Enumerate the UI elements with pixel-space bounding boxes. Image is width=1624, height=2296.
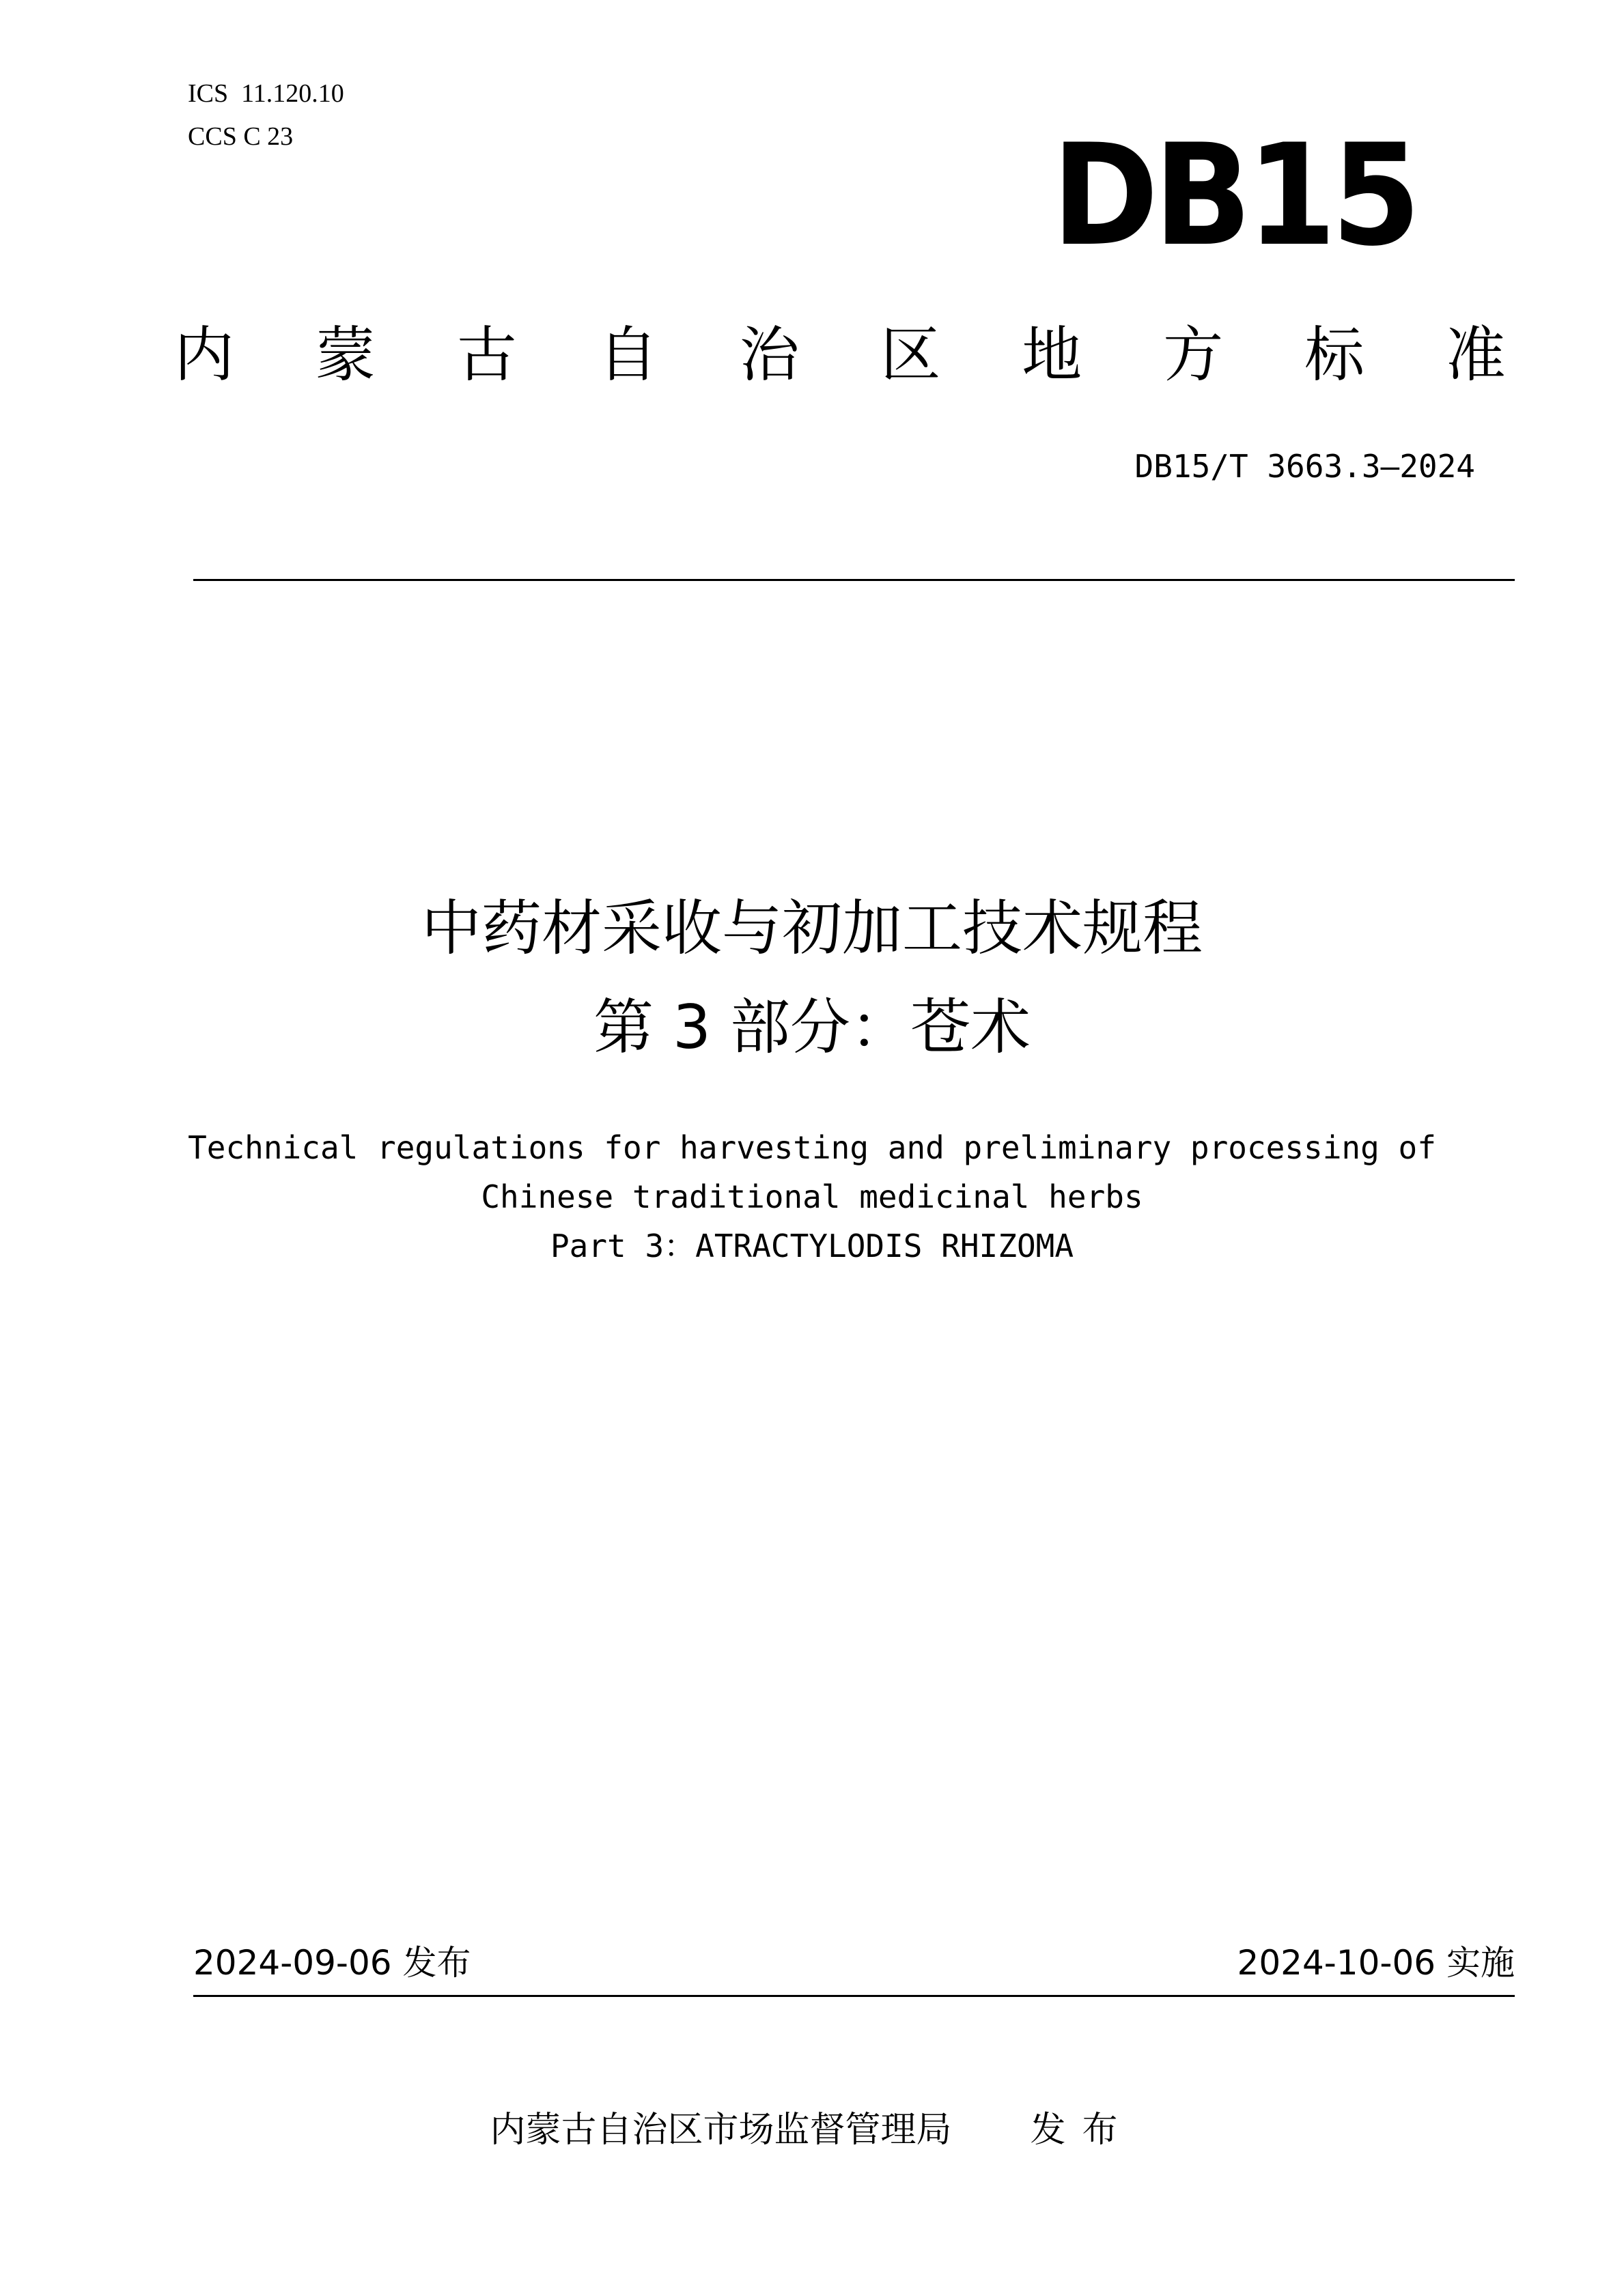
title-chinese-part: 第 3 部分：苍术 [593, 992, 1031, 1062]
ics-code: ICS 11.120.10 [188, 79, 344, 108]
bottom-divider [193, 1995, 1515, 1997]
ccs-code: CCS C 23 [188, 122, 294, 151]
standard-category-char: 自 [598, 320, 658, 390]
standard-category-title [174, 321, 1506, 389]
issue-date: 2024-09-06 发布 [193, 1943, 471, 1983]
standard-category-char: 方 [1163, 320, 1224, 390]
title-english-line-2: Chinese traditional medicinal herbs [481, 1178, 1143, 1215]
standard-category-char: 准 [1445, 320, 1506, 390]
title-chinese-main: 中药材采收与初加工技术规程 [421, 893, 1203, 963]
db15-logo: DB15 [1052, 115, 1416, 277]
standard-number: DB15/T 3663.3—2024 [1134, 448, 1475, 485]
standard-category-char: 蒙 [315, 320, 376, 390]
standard-category-char: 地 [1022, 320, 1082, 390]
standard-category-char: 治 [739, 320, 800, 390]
title-english-line-1: Technical regulations for harvesting and preliminary processing of [188, 1129, 1436, 1166]
implementation-date: 2024-10-06 实施 [1237, 1943, 1515, 1983]
publisher-name: 内蒙古自治区市场监督管理局 [490, 2110, 952, 2151]
publisher-line [0, 2108, 1624, 2152]
title-english-part: Part 3：ATRACTYLODIS RHIZOMA [550, 1228, 1074, 1264]
top-divider [193, 579, 1515, 581]
standard-category-char: 区 [880, 320, 941, 390]
standard-category-char: 内 [174, 320, 235, 390]
standard-category-char: 标 [1304, 320, 1365, 390]
standard-category-char: 古 [456, 320, 517, 390]
publisher-action: 发布 [1030, 2110, 1134, 2151]
